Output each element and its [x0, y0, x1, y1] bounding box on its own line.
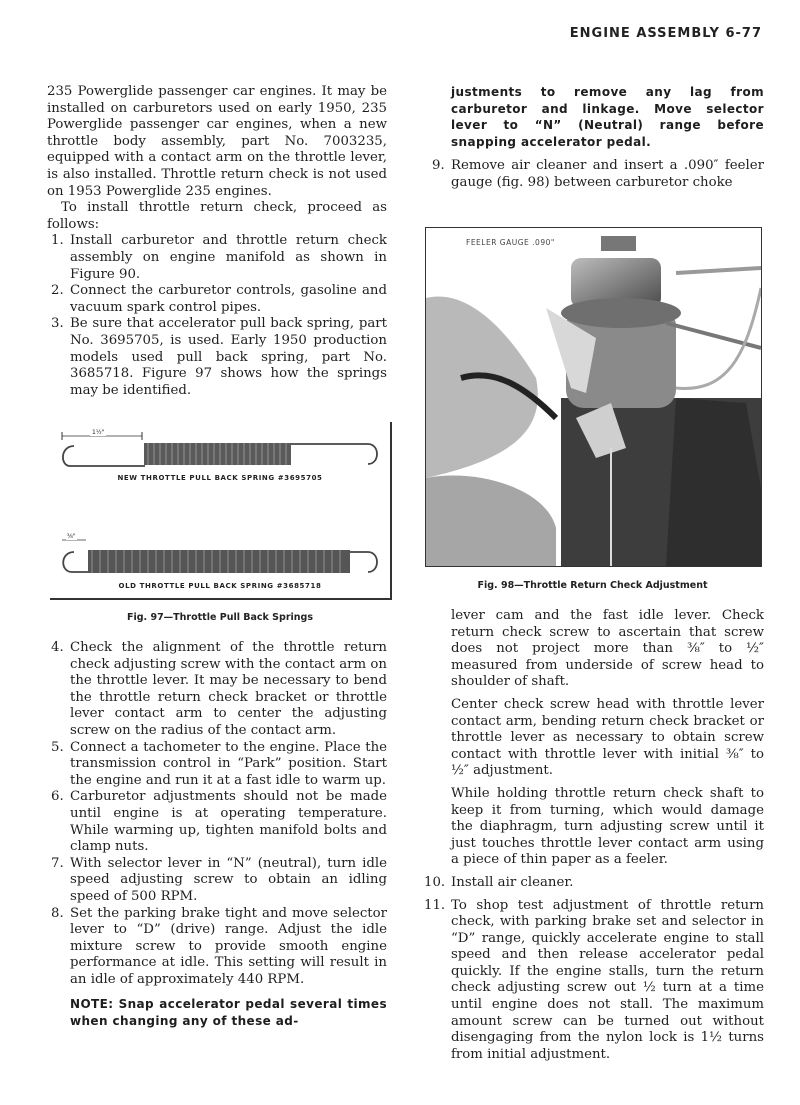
- step-1: 1. Install carburetor and throttle return check assembly on engine manifold as shown in Figure 90.: [51, 233, 387, 282]
- steps-list-c: [424, 874, 764, 1064]
- step-2: 2. Connect the carburetor controls, gasoline and vacuum spark control pipes.: [51, 283, 387, 315]
- feeler-gauge-callout: FEELER GAUGE .090": [466, 238, 555, 247]
- right-column-bottom: [424, 608, 764, 1063]
- new-spring-label: NEW THROTTLE PULL BACK SPRING #3695705: [117, 474, 323, 482]
- step-8: 8. Set the parking brake tight and move selector lever to “D” (drive) range. Adjust the idle mixture screw to provide smooth engine performance at idle. This setting will result in an idle of approximately 440 RPM.: [51, 905, 387, 987]
- steps-list-b: [47, 640, 387, 988]
- figure-98-caption: Fig. 98—Throttle Return Check Adjustment: [477, 580, 708, 591]
- left-column-bottom: [47, 640, 387, 1029]
- install-intro: To install throttle return check, proceed as follows:: [47, 200, 387, 232]
- note-start: NOTE: Snap accelerator pedal several times when changing any of these ad-: [70, 997, 387, 1028]
- right-column-top: [432, 84, 764, 191]
- springs-illustration: [50, 422, 390, 598]
- left-column-top: [47, 84, 387, 399]
- step-3: 3. Be sure that accelerator pull back spring, part No. 3695705, is used. Early 1950 production models used pull back spring, part No. 3685718. Figure 97 shows how the springs may be identified.: [51, 316, 387, 398]
- step-9-list: [432, 158, 764, 191]
- figure-97-caption: Fig. 97—Throttle Pull Back Springs: [127, 612, 313, 623]
- step-9-continued-2: Center check screw head with throttle lever contact arm, bending return check bracket or throttle lever as necessary to obtain screw contact with throttle lever with initial ⅜″ to ½″ adjustment.: [451, 696, 764, 779]
- step-10: 10. Install air cleaner.: [424, 874, 574, 890]
- step-5: 5. Connect a tachometer to the engine. Place the transmission control in “Park” position. Start the engine and run it at a fast idle to warm up.: [51, 739, 387, 788]
- old-spring-dimension: ⅜": [67, 533, 76, 540]
- figure-98-photo: [425, 227, 762, 567]
- figure-97-springs: [50, 422, 392, 600]
- step-4: 4. Check the alignment of the throttle return check adjusting screw with the contact arm on the throttle lever. It may be necessary to bend the throttle return check bracket or throttle lever contact arm to center the adjusting screw on the radius of the contact arm.: [51, 640, 387, 738]
- step-9-continued-1: lever cam and the fast idle lever. Check return check screw to ascertain that screw does not project more than ⅜″ to ½″ measured from underside of screw head to shoulder of shaft.: [451, 608, 764, 690]
- note-continued: justments to remove any lag from carburetor and linkage. Move selector lever to “N” (Neutral) range before snapping accelerator pedal.: [451, 85, 764, 149]
- carburetor-photo: [426, 228, 761, 566]
- intro-paragraph: 235 Powerglide passenger car engines. It may be installed on carburetors used on early 1950, 235 Powerglide passenger car engines, when a new throttle body assembly, part No. 7003235, equipped with a contact arm on the throttle lever, is also installed. Throttle return check is not used on 1953 Powerglide 235 engines.: [47, 84, 387, 199]
- new-spring-dimension: 1½": [92, 429, 105, 436]
- old-spring-label: OLD THROTTLE PULL BACK SPRING #3685718: [118, 582, 322, 590]
- page-header: ENGINE ASSEMBLY 6-77: [569, 26, 762, 41]
- step-9-continued-3: While holding throttle return check shaft to keep it from turning, which would damage the diaphragm, turn adjusting screw until it just touches throttle lever contact arm using a piece of thin paper as a feeler.: [451, 785, 764, 868]
- step-11: 11. To shop test adjustment of throttle return check, with parking brake set and selector in “D” range, quickly accelerate engine to stall speed and then release accelerator pedal quickly. If the engine stalls, turn the return check adjusting screw out ½ turn at a time until engine does not stall. The maximum amount screw can be turned out without disengaging from the nylon lock is 1½ turns from initial adjustment.: [424, 897, 764, 1062]
- step-9: 9. Remove air cleaner and insert a .090″ feeler gauge (fig. 98) between carburetor choke: [432, 158, 764, 190]
- step-6: 6. Carburetor adjustments should not be made until engine is at operating temperature. While warming up, tighten manifold bolts and clamp nuts.: [51, 789, 387, 855]
- step-7: 7. With selector lever in “N” (neutral), turn idle speed adjusting screw to obtain an idling speed of 500 RPM.: [51, 855, 387, 904]
- steps-list-a: [47, 233, 387, 399]
